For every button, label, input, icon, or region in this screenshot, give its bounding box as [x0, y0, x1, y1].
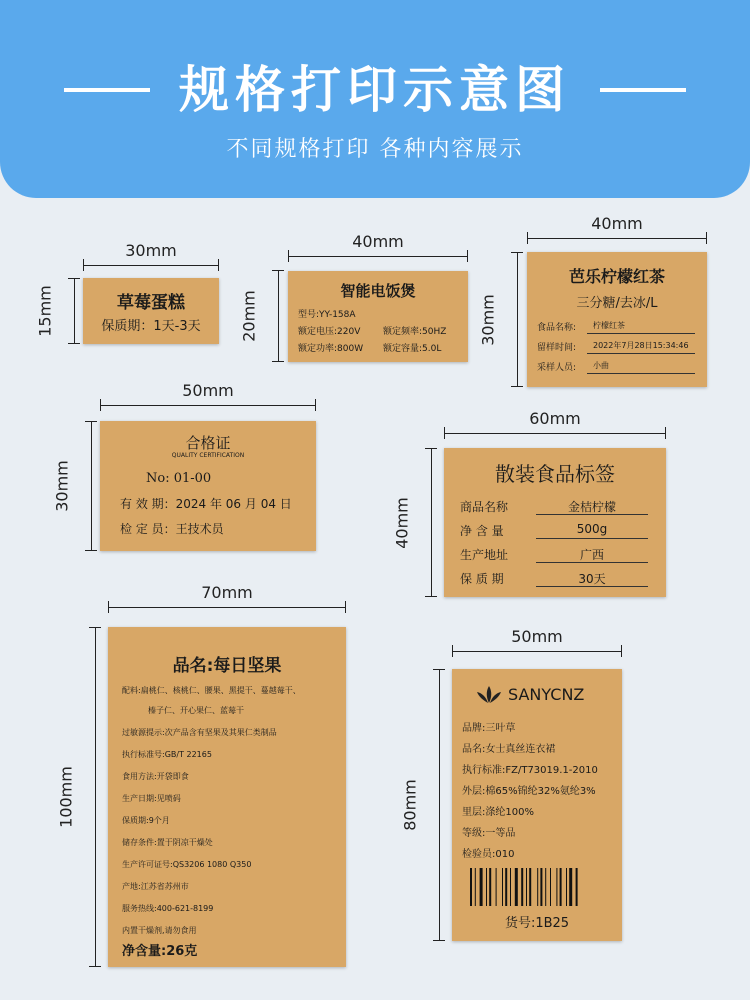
garment-line: 等级:一等品: [462, 828, 516, 839]
tea-field-time: 留样时间:: [537, 343, 577, 353]
nuts-line: 食用方法:开袋即食: [122, 772, 189, 781]
cooker-voltage: 额定电压:220V: [298, 327, 361, 337]
dim-height-4: 30mm: [91, 421, 92, 551]
cooker-capacity: 额定容量:5.0L: [383, 344, 442, 354]
cake-shelf-life: 保质期：1天-3天: [101, 319, 201, 334]
dim-height-7: 80mm: [439, 669, 440, 941]
bulk-underline-2: [536, 538, 648, 539]
label-cake: [83, 278, 219, 344]
bulk-underline-3: [536, 562, 648, 563]
cert-subtitle: QUALITY CERTIFICATION: [171, 452, 245, 459]
label-certificate: [100, 421, 316, 551]
bulk-title: 散装食品标签: [495, 462, 615, 486]
bulk-value-address: 广西: [579, 548, 604, 562]
label-tea: [527, 252, 707, 387]
nuts-line: 配料:扁桃仁、核桃仁、腰果、黑提干、蔓越莓干、: [122, 686, 301, 695]
nuts-line: 内置干燥剂,请勿食用: [122, 926, 197, 935]
nuts-line: 生产日期:见喷码: [122, 794, 181, 803]
dim-height-3: 30mm: [517, 252, 518, 387]
bulk-field-net: 净 含 量: [460, 524, 504, 538]
bulk-field-shelf: 保 质 期: [460, 572, 504, 586]
garment-line: 执行标准:FZ/T73019.1-2010: [462, 765, 598, 776]
leaf-logo-icon: [476, 685, 502, 705]
nuts-line: 产地:江苏省苏州市: [122, 882, 189, 891]
tea-value-sampler: 小曲: [593, 361, 609, 370]
tea-underline-2: [587, 353, 695, 354]
tea-spec: 三分糖/去冰/L: [576, 296, 658, 311]
cooker-model: 型号:YY-158A: [298, 310, 356, 320]
cooker-power: 额定功率:800W: [298, 344, 364, 354]
tea-field-name: 食品名称:: [537, 323, 577, 333]
tea-field-sampler: 采样人员:: [537, 363, 577, 373]
tea-value-time: 2022年7月28日15:34:46: [593, 341, 689, 350]
tea-value-name: 柠檬红茶: [593, 321, 625, 330]
cert-title: 合格证: [185, 434, 231, 452]
nuts-line: 生产许可证号:QS3206 1080 Q350: [122, 860, 252, 869]
cert-validity: 有 效 期：2024 年 06 月 04 日: [120, 497, 292, 511]
dim-width-4: 50mm: [100, 405, 316, 406]
garment-item-code: 货号:1B25: [504, 916, 570, 931]
garment-brand-logo: SANYCNZ: [508, 685, 585, 704]
cooker-name: 智能电饭煲: [340, 282, 416, 300]
nuts-line: 储存条件:置于阴凉干燥处: [122, 838, 213, 847]
bulk-value-shelf: 30天: [578, 572, 606, 586]
page-subtitle: 不同规格打印 各种内容展示: [226, 137, 524, 162]
dim-width-6: 70mm: [108, 607, 346, 608]
cert-number: No: 01-00: [146, 471, 212, 486]
dim-width-2: 40mm: [288, 256, 468, 257]
garment-line: 里层:涤纶100%: [462, 807, 534, 818]
bulk-underline-1: [536, 514, 648, 515]
label-bulk-food: [444, 448, 666, 597]
nuts-line: 执行标准号:GB/T 22165: [122, 750, 212, 759]
cooker-frequency: 额定频率:50HZ: [383, 327, 447, 337]
bulk-value-net: 500g: [576, 522, 608, 536]
dim-width-1: 30mm: [83, 265, 219, 266]
nuts-name: 品名:每日坚果: [172, 656, 282, 676]
label-garment: [452, 669, 622, 941]
barcode: [470, 868, 604, 906]
nuts-line: 保质期:9个月: [122, 816, 170, 825]
bulk-field-address: 生产地址: [460, 548, 509, 562]
label-rice-cooker: [288, 271, 468, 362]
dim-width-5: 60mm: [444, 433, 666, 434]
bulk-underline-4: [536, 586, 648, 587]
nuts-net-weight: 净含量:26克: [122, 944, 198, 959]
dim-width-3: 40mm: [527, 238, 707, 239]
page-title: 规格打印示意图: [179, 61, 571, 119]
tea-underline-3: [587, 373, 695, 374]
dim-height-2: 20mm: [278, 270, 279, 362]
dim-height-5: 40mm: [431, 448, 432, 597]
dim-width-7: 50mm: [452, 651, 622, 652]
cert-inspector: 检 定 员：王技术员: [120, 522, 224, 536]
cake-name: 草莓蛋糕: [117, 293, 185, 313]
nuts-line: 榛子仁、开心果仁、蓝莓干: [148, 706, 244, 715]
garment-line: 品牌:三叶草: [462, 723, 516, 734]
nuts-line: 过敏源提示:次产品含有坚果及其果仁类制品: [122, 728, 277, 737]
bulk-field-name: 商品名称: [460, 500, 509, 514]
tea-underline-1: [587, 333, 695, 334]
dim-height-6: 100mm: [95, 627, 96, 967]
garment-line: 外层:棉65%锦纶32%氨纶3%: [462, 786, 596, 797]
garment-line: 品名:女士真丝连衣裙: [462, 744, 556, 755]
tea-name: 芭乐柠檬红茶: [568, 267, 665, 286]
bulk-value-name: 金桔柠檬: [567, 500, 616, 514]
garment-line: 检验员:010: [462, 849, 515, 860]
label-nuts: [108, 627, 346, 967]
nuts-line: 服务热线:400-621-8199: [122, 904, 214, 913]
dim-height-1: 15mm: [74, 278, 75, 344]
